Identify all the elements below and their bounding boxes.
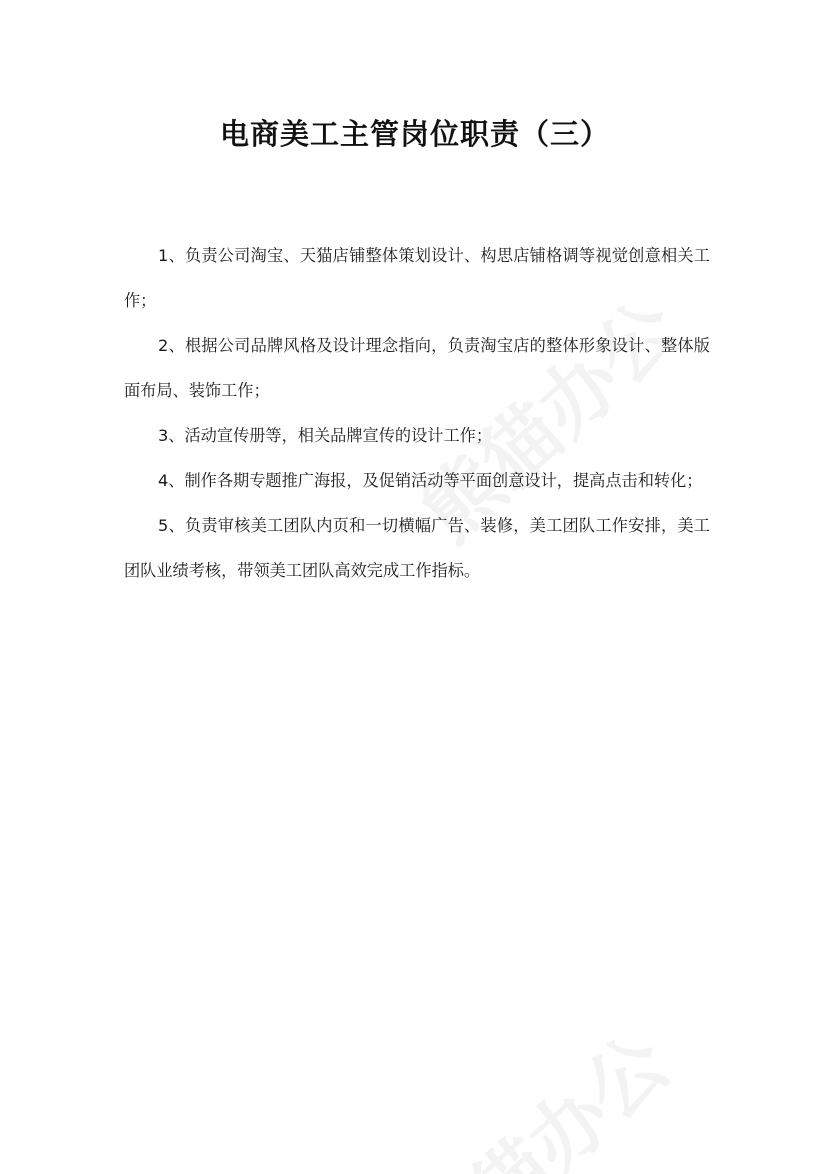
duty-paragraph-3: 3、活动宣传册等，相关品牌宣传的设计工作； <box>158 426 493 445</box>
document-title: 电商美工主管岗位职责（三） <box>219 117 610 151</box>
duty-paragraph-1: 1、负责公司淘宝、天猫店铺整体策划设计、构思店铺格调等视觉创意相关工作； <box>124 246 710 310</box>
duty-paragraph-5: 5、负责审核美工团队内页和一切横幅广告、装修，美工团队工作安排，美工团队业绩考核，带领美工团队高效完成工作指标。 <box>124 516 710 580</box>
watermark-logo-bottom <box>383 1005 690 1174</box>
duty-paragraph-2: 2、根据公司品牌风格及设计理念指向，负责淘宝店的整体形象设计、整体版面布局、装饰工作； <box>124 336 710 400</box>
duty-paragraph-4: 4、制作各期专题推广海报，及促销活动等平面创意设计，提高点击和转化； <box>158 471 703 490</box>
document-body <box>124 233 710 593</box>
